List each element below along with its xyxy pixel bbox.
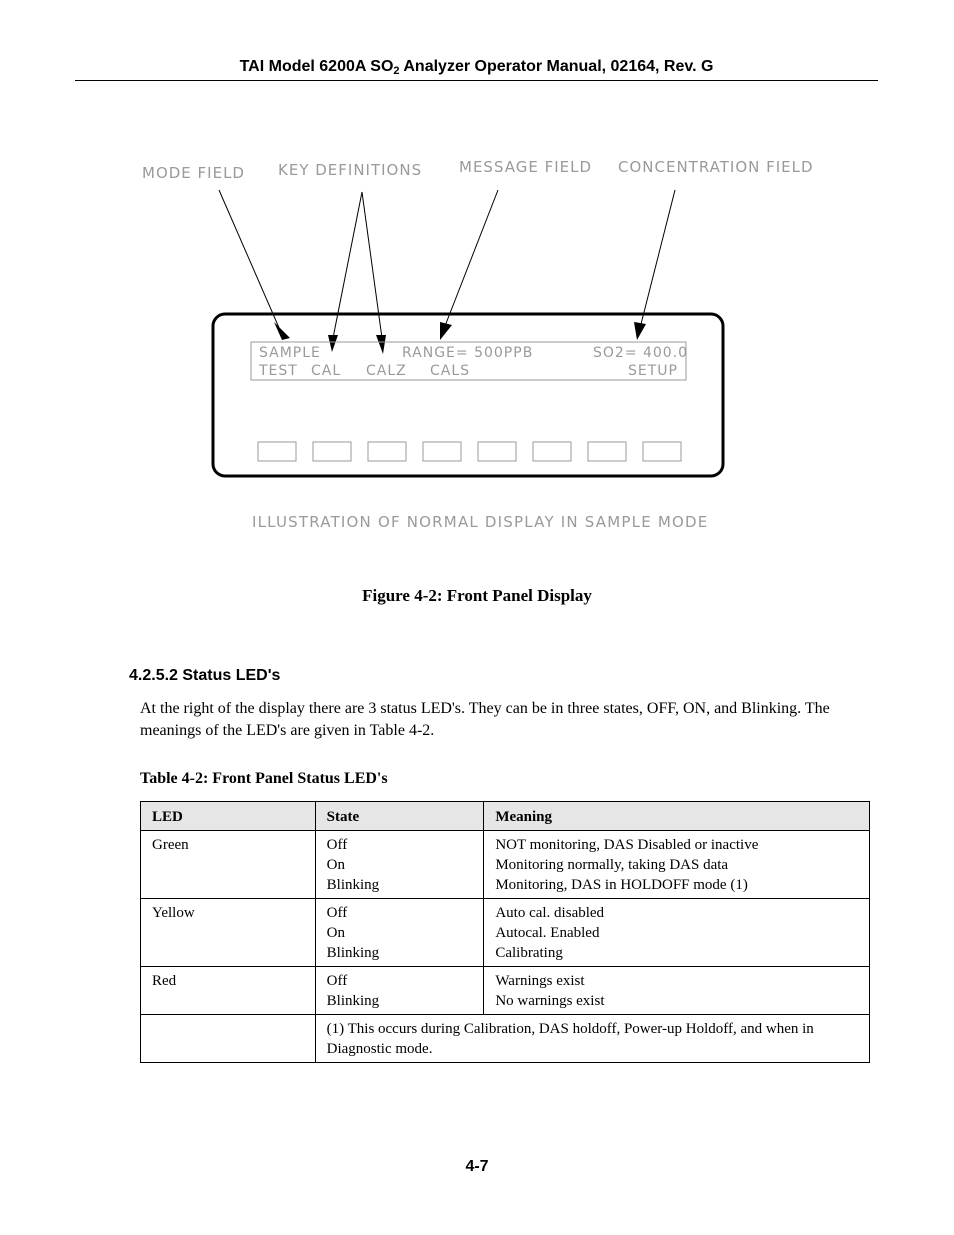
section-heading: 4.2.5.2 Status LED's: [129, 667, 281, 684]
section-paragraph: At the right of the display there are 3 status LED's. They can be in three states, OFF, ON, and Blinking. The meanings of the LED's are given in Table 4-2.: [140, 700, 830, 739]
meaning-value: Monitoring normally, taking DAS data: [495, 857, 729, 873]
header-title-subscript: 2: [393, 65, 400, 77]
panel-key-5: [478, 442, 516, 461]
table-row: [141, 831, 870, 899]
panel-key-7: [588, 442, 626, 461]
table-footnote: (1) This occurs during Calibration, DAS holdoff, Power-up Holdoff, and when in Diagnostic mode.: [315, 1015, 869, 1063]
led-meanings: [484, 967, 870, 1015]
display-panel-frame: [213, 314, 723, 476]
led-states: [315, 831, 484, 899]
meaning-value: Calibrating: [495, 945, 563, 961]
meaning-value: No warnings exist: [495, 993, 605, 1009]
label-concentration-field: CONCENTRATION FIELD: [618, 158, 814, 176]
state-value: Blinking: [326, 993, 380, 1009]
lcd-key-test: TEST: [259, 363, 298, 379]
front-panel-figure: [0, 140, 954, 540]
state-value: Off: [326, 973, 348, 989]
page-number: 4-7: [465, 1158, 489, 1175]
header-meaning: Meaning: [484, 802, 870, 831]
header-led: LED: [141, 802, 316, 831]
led-states: [315, 967, 484, 1015]
panel-key-6: [533, 442, 571, 461]
state-value: On: [326, 857, 345, 873]
illustration-caption: ILLUSTRATION OF NORMAL DISPLAY IN SAMPLE MODE: [252, 513, 709, 531]
lcd-mode-text: SAMPLE: [259, 345, 321, 361]
lcd-key-cal: CAL: [311, 363, 342, 379]
state-value: Off: [326, 905, 348, 921]
lcd-concentration-text: SO2= 400.0: [593, 345, 689, 361]
led-name: Green: [141, 831, 316, 899]
status-led-table: [140, 801, 870, 1063]
lcd-message-text: RANGE= 500PPB: [402, 345, 534, 361]
led-name: Yellow: [141, 899, 316, 967]
meaning-value: Monitoring, DAS in HOLDOFF mode (1): [495, 877, 748, 893]
panel-key-3: [368, 442, 406, 461]
footnote-empty-cell: [141, 1015, 316, 1063]
lcd-key-cals: CALS: [430, 363, 471, 379]
callout-lines: [219, 190, 675, 338]
table-footnote-row: [141, 1015, 870, 1063]
state-value: On: [326, 925, 345, 941]
meaning-value: Autocal. Enabled: [495, 925, 600, 941]
lcd-key-calz: CALZ: [366, 363, 407, 379]
lcd-key-setup: SETUP: [628, 363, 678, 379]
meaning-value: Auto cal. disabled: [495, 905, 605, 921]
led-name: Red: [141, 967, 316, 1015]
label-message-field: MESSAGE FIELD: [459, 158, 593, 176]
state-value: Blinking: [326, 945, 380, 961]
table-header-row: [141, 802, 870, 831]
state-value: Blinking: [326, 877, 380, 893]
panel-key-2: [313, 442, 351, 461]
meaning-value: Warnings exist: [495, 973, 585, 989]
led-meanings: [484, 899, 870, 967]
led-meanings: [484, 831, 870, 899]
label-key-definitions: KEY DEFINITIONS: [278, 161, 423, 179]
state-value: Off: [326, 837, 348, 853]
panel-key-1: [258, 442, 296, 461]
label-mode-field: MODE FIELD: [142, 164, 245, 182]
header-title-suffix: Analyzer Operator Manual, 02164, Rev. G: [399, 58, 714, 75]
meaning-value: NOT monitoring, DAS Disabled or inactive: [495, 837, 759, 853]
panel-key-4: [423, 442, 461, 461]
led-states: [315, 899, 484, 967]
header-state: State: [315, 802, 484, 831]
header-title-prefix: TAI Model 6200A SO: [239, 58, 394, 75]
page-header: [75, 56, 878, 81]
table-row: [141, 967, 870, 1015]
panel-key-8: [643, 442, 681, 461]
table-row: [141, 899, 870, 967]
figure-caption: Figure 4-2: Front Panel Display: [362, 586, 592, 605]
table-caption: Table 4-2: Front Panel Status LED's: [140, 770, 388, 787]
